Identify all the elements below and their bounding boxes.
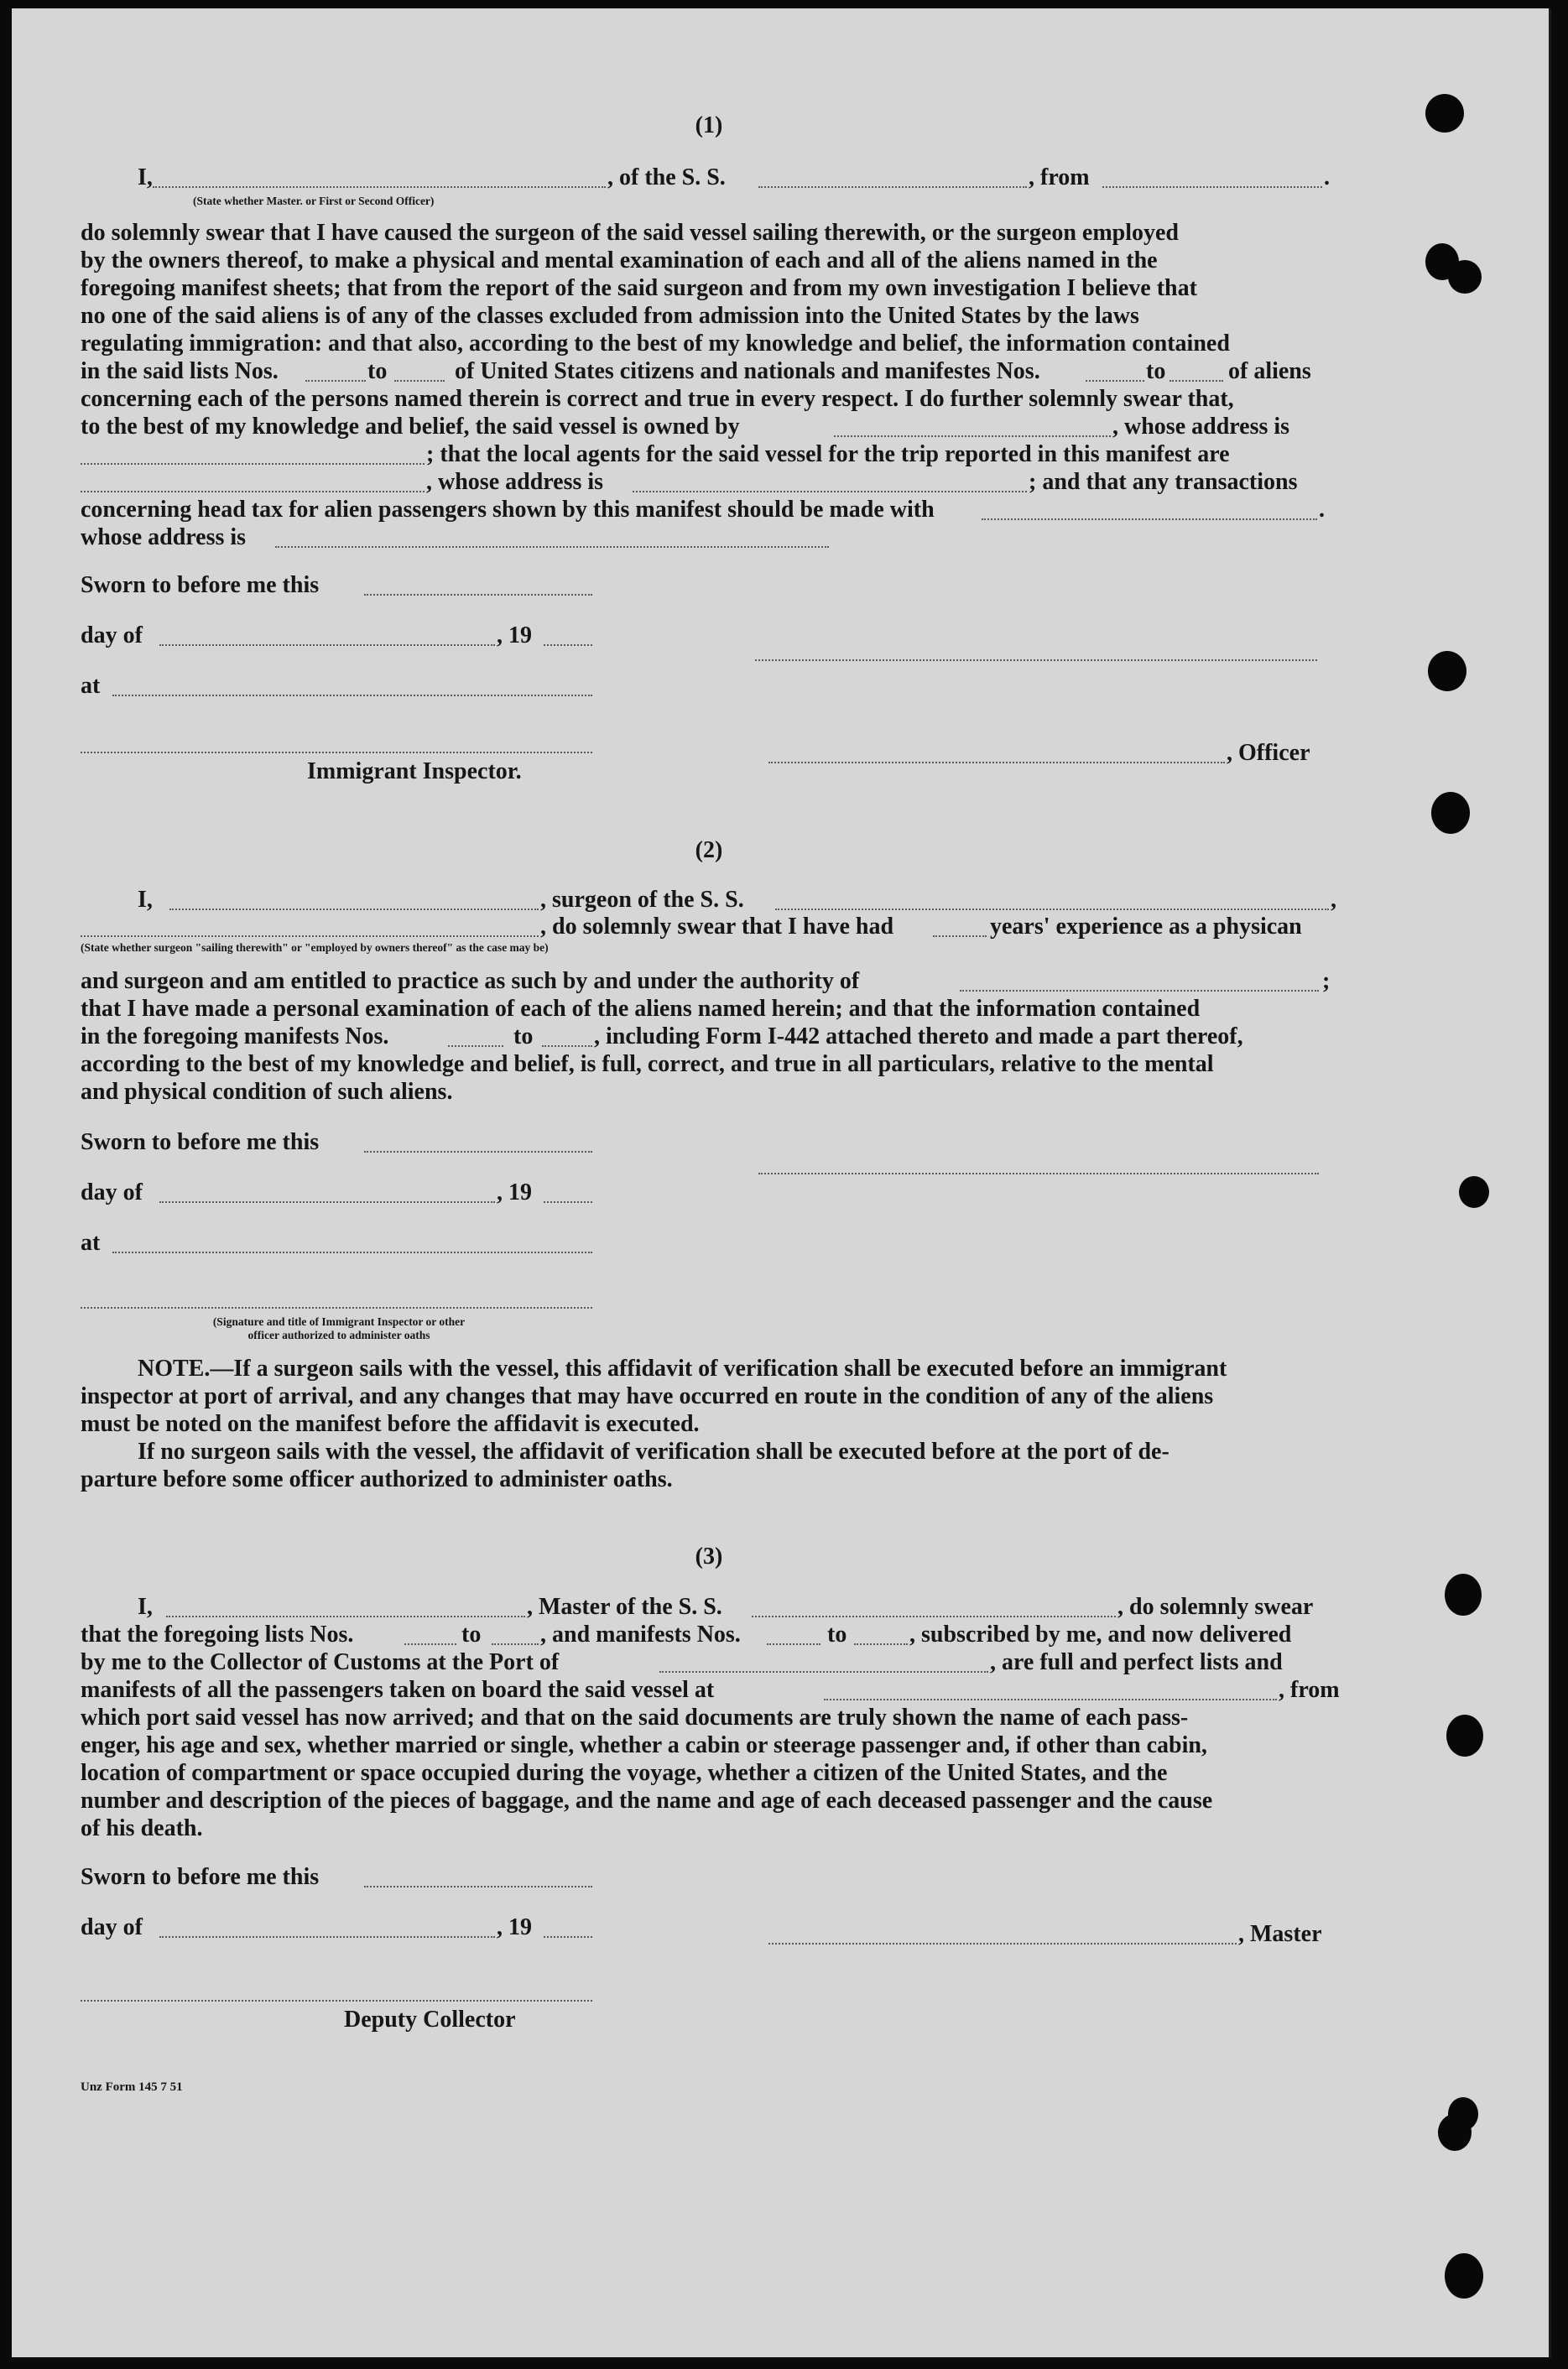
binder-hole: [1425, 94, 1464, 133]
blank-boarding-port: [824, 1697, 1277, 1700]
note-line: parture before some officer authorized to administer oaths.: [81, 1466, 673, 1492]
blank-month: [159, 1934, 495, 1938]
affidavit-line: to: [513, 1023, 534, 1049]
day-of-label: day of: [81, 1914, 143, 1940]
line-label: , of the S. S.: [607, 164, 726, 190]
blank-surgeon-name: [169, 907, 539, 910]
form-sheet: [12, 8, 1549, 2357]
blank-list-from: [404, 1642, 456, 1645]
binder-hole: [1446, 1715, 1483, 1757]
line-label: , do solemnly swear: [1117, 1594, 1314, 1620]
line-label: I,: [138, 1594, 153, 1620]
binder-hole: [1459, 1176, 1489, 1208]
affidavit-line: , are full and perfect lists and: [990, 1649, 1283, 1675]
note-line: must be noted on the manifest before the affidavit is executed.: [81, 1411, 700, 1437]
blank-master-name: [166, 1614, 525, 1617]
section-number: (2): [695, 837, 723, 863]
blank-year: [544, 1934, 592, 1938]
day-of-label: day of: [81, 622, 143, 648]
blank-vessel-name: [758, 185, 1027, 188]
blank-year: [544, 643, 592, 646]
binder-hole: [1438, 2114, 1472, 2151]
affidavit-line: enger, his age and sex, whether married or single, whether a cabin or steerage passenger and, if other than cabin,: [81, 1732, 1207, 1758]
affidavit-line: ;: [1322, 968, 1331, 994]
blank-vessel-name: [775, 907, 1329, 910]
signature-line: [758, 1171, 1319, 1174]
form-number: Unz Form 145 7 51: [81, 2080, 183, 2094]
line-label: , surgeon of the S. S.: [540, 887, 744, 913]
blank-from-port: [1102, 185, 1322, 188]
blank-place: [112, 1250, 592, 1253]
blank-month: [159, 643, 495, 646]
affidavit-line: to: [367, 358, 388, 384]
year-label: , 19: [497, 622, 532, 648]
blank-local-agents: [81, 489, 425, 492]
affidavit-line: according to the best of my knowledge and belief, is full, correct, and true in all particulars, relative to the mental: [81, 1051, 1214, 1077]
line-label: I,: [138, 887, 153, 913]
blank-authority: [960, 988, 1319, 992]
blank-manifest-to: [854, 1642, 908, 1645]
note-line: If no surgeon sails with the vessel, the affidavit of verification shall be executed before at the port of de-: [138, 1439, 1169, 1465]
inspector-signature-line: [81, 750, 592, 753]
blank-manifest-from: [1086, 378, 1144, 382]
sworn-label: Sworn to before me this: [81, 1864, 320, 1890]
affidavit-line: , and manifests Nos.: [540, 1622, 741, 1648]
affidavit-line: , whose address is: [426, 469, 604, 495]
affidavit-line: that the foregoing lists Nos.: [81, 1622, 354, 1648]
blank-vessel-name: [752, 1614, 1116, 1617]
affidavit-line: location of compartment or space occupied during the voyage, whether a citizen of the United States, and the: [81, 1760, 1168, 1786]
affidavit-line: concerning each of the persons named therein is correct and true in every respect. I do further solemnly swear that,: [81, 386, 1234, 412]
year-label: , 19: [497, 1179, 532, 1205]
blank-manifest-to: [542, 1044, 592, 1047]
blank-agents-address: [633, 489, 1027, 492]
affidavit-line: ; and that any transactions: [1029, 469, 1298, 495]
inspector-signature-line: [81, 1305, 592, 1309]
master-label: , Master: [1238, 1921, 1322, 1947]
affidavit-line: , whose address is: [1112, 414, 1290, 440]
blank-officer-name: [153, 185, 606, 188]
affidavit-line: , subscribed by me, and now delivered: [909, 1622, 1292, 1648]
officer-signature-line: [768, 760, 1225, 763]
note-line: NOTE.—If a surgeon sails with the vessel, this affidavit of verification shall be executed before an immigrant: [138, 1356, 1227, 1382]
affidavit-line: concerning head tax for alien passengers shown by this manifest should be made with: [81, 497, 935, 523]
blank-manifest-from: [767, 1642, 820, 1645]
section-number: (1): [695, 112, 723, 138]
affidavit-line: of United States citizens and nationals and manifestes Nos.: [455, 358, 1040, 384]
affidavit-line: to: [827, 1622, 847, 1648]
affidavit-line: whose address is: [81, 524, 247, 550]
section-number: (3): [695, 1544, 723, 1570]
line-label: I,: [138, 164, 153, 190]
affidavit-line: foregoing manifest sheets; that from the report of the said surgeon and from my own investigation I believe that: [81, 275, 1197, 301]
blank-owner-address: [81, 461, 425, 465]
at-label: at: [81, 673, 101, 699]
day-of-label: day of: [81, 1179, 143, 1205]
affidavit-line: to: [1146, 358, 1166, 384]
blank-year: [544, 1200, 592, 1203]
blank-place: [112, 693, 592, 696]
blank-manifest-to: [1169, 378, 1223, 382]
blank-port: [659, 1669, 988, 1673]
binder-hole: [1445, 1574, 1482, 1616]
binder-hole: [1448, 260, 1482, 294]
affidavit-line: which port said vessel has now arrived; and that on the said documents are truly shown the name of each pass-: [81, 1705, 1189, 1731]
line-label: .: [1324, 164, 1330, 190]
signature-caption: (Signature and title of Immigrant Inspector or other: [212, 1315, 466, 1328]
line-label: , Master of the S. S.: [527, 1594, 722, 1620]
blank-sworn-day: [364, 592, 592, 596]
blank-list-to: [492, 1642, 539, 1645]
deputy-label: Deputy Collector: [344, 2007, 516, 2033]
blank-head-tax-party: [982, 517, 1317, 520]
blank-head-tax-address: [275, 544, 829, 548]
affidavit-line: that I have made a personal examination of each of the aliens named herein; and that the information contained: [81, 996, 1201, 1022]
affidavit-line: .: [1319, 497, 1325, 523]
blank-list-from: [305, 378, 366, 382]
affidavit-line: by the owners thereof, to make a physical and mental examination of each and all of the aliens named in the: [81, 247, 1158, 273]
affidavit-line: of aliens: [1228, 358, 1311, 384]
blank-list-to: [394, 378, 445, 382]
sworn-label: Sworn to before me this: [81, 572, 320, 598]
binder-hole: [1428, 651, 1466, 691]
affidavit-line: to: [461, 1622, 482, 1648]
blank-sworn-day: [364, 1149, 592, 1153]
affidavit-line: manifests of all the passengers taken on board the said vessel at: [81, 1677, 715, 1703]
affidavit-line: do solemnly swear that I have caused the surgeon of the said vessel sailing therewith, or the surgeon employed: [81, 220, 1179, 246]
blank-owner: [834, 434, 1111, 437]
affidavit-line: ; that the local agents for the said vessel for the trip reported in this manifest are: [426, 441, 1230, 467]
blank-surgeon-status: [81, 934, 539, 937]
note-line: inspector at port of arrival, and any changes that may have occurred en route in the condition of any of the aliens: [81, 1383, 1214, 1409]
blank-month: [159, 1200, 495, 1203]
affidavit-line: and surgeon and am entitled to practice as such by and under the authority of: [81, 968, 860, 994]
line-label: ,: [1331, 887, 1336, 913]
affidavit-line: by me to the Collector of Customs at the Port of: [81, 1649, 560, 1675]
affidavit-line: no one of the said aliens is of any of the classes excluded from admission into the United States by the laws: [81, 303, 1139, 329]
inspector-label: Immigrant Inspector.: [307, 758, 522, 784]
affidavit-line: and physical condition of such aliens.: [81, 1079, 453, 1105]
line-label: years' experience as a physican: [990, 914, 1302, 940]
collector-signature-line: [81, 1998, 592, 2002]
at-label: at: [81, 1230, 101, 1256]
affidavit-line: to the best of my knowledge and belief, the said vessel is owned by: [81, 414, 740, 440]
affidavit-line: of his death.: [81, 1815, 203, 1841]
form-page: [12, 8, 1551, 2357]
officer-label: , Officer: [1227, 740, 1310, 766]
line-label: , from: [1029, 164, 1090, 190]
affidavit-line: , including Form I-442 attached thereto and made a part thereof,: [594, 1023, 1243, 1049]
affidavit-line: , from: [1279, 1677, 1340, 1703]
sworn-label: Sworn to before me this: [81, 1129, 320, 1155]
signature-caption: officer authorized to administer oaths: [247, 1329, 430, 1341]
affidavit-line: regulating immigration: and that also, according to the best of my knowledge and belief, the information contained: [81, 331, 1230, 357]
binder-hole: [1445, 2253, 1483, 2299]
affidavit-line: in the said lists Nos.: [81, 358, 279, 384]
blank-manifest-from: [448, 1044, 503, 1047]
affidavit-line: in the foregoing manifests Nos.: [81, 1023, 389, 1049]
master-signature-line: [768, 1941, 1237, 1945]
year-label: , 19: [497, 1914, 532, 1940]
blank-years: [933, 934, 987, 937]
affidavit-line: number and description of the pieces of baggage, and the name and age of each deceased passenger and the cause: [81, 1788, 1213, 1814]
line-label: , do solemnly swear that I have had: [540, 914, 894, 940]
field-caption: (State whether surgeon "sailing therewith" or "employed by owners thereof" as the case may be): [81, 941, 549, 954]
field-caption: (State whether Master. or First or Second Officer): [193, 195, 435, 207]
blank-sworn-day: [364, 1884, 592, 1887]
signature-line: [755, 658, 1317, 661]
binder-hole: [1431, 792, 1470, 834]
